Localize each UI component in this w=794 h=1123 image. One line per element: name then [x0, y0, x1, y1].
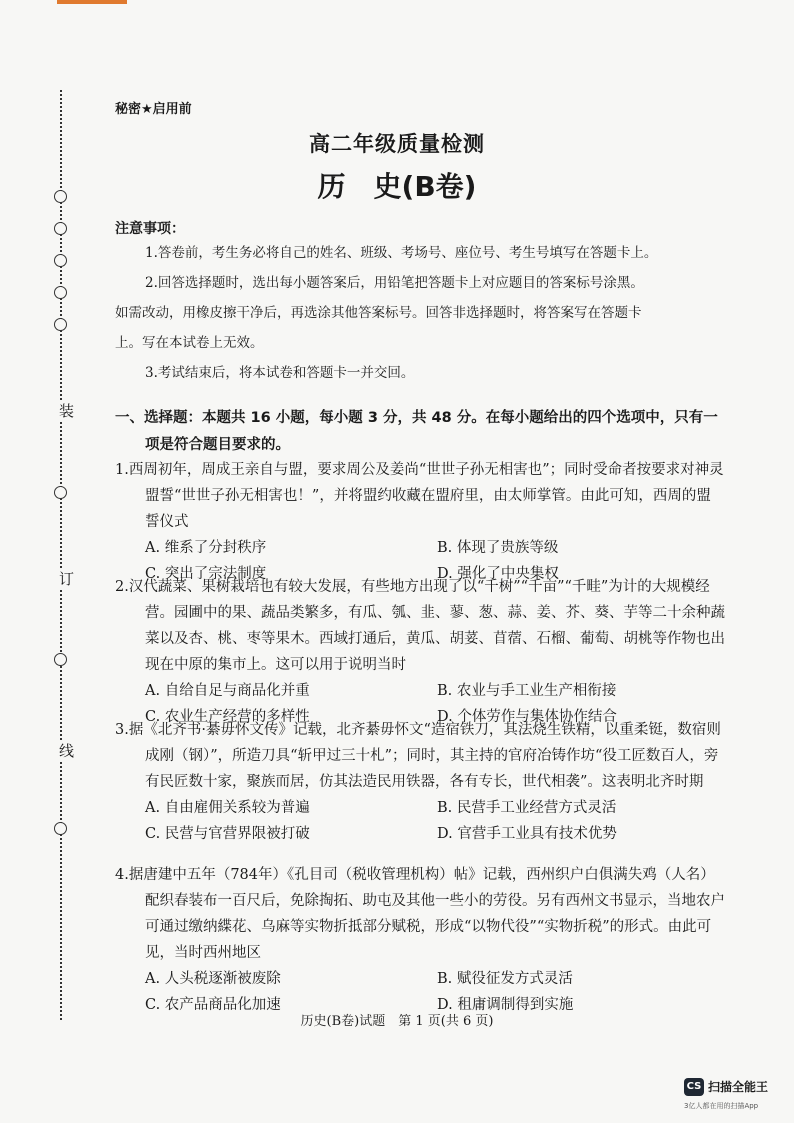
option-d: D. 租庸调制得到实施	[437, 997, 574, 1013]
section-heading: 一、选择题：本题共 16 小题，每小题 3 分，共 48 分。在每小题给出的四个选项中，只有一 项是符合题目要求的。	[115, 410, 718, 453]
binding-char-xian: 线	[59, 742, 75, 760]
subject-title: 历 史(B卷)	[317, 170, 477, 203]
question-2	[115, 574, 725, 730]
binding-hole	[54, 486, 67, 499]
option-b: B. 赋役征发方式灵活	[437, 971, 573, 987]
notice-item-2: 2.回答选择题时，选出每小题答案后，用铅笔把答题卡上对应题目的答案标号涂黑。	[145, 275, 644, 291]
option-d: D. 强化了中央集权	[437, 566, 559, 582]
question-stem: 3.据《北齐书·綦毋怀文传》记载，北齐綦毋怀文“造宿铁刀，其法烧生铁精，以重柔铤，数宿则成刚（钢）”，所造刀具“斩甲过三十札”；同时，其主持的官府冶铸作坊“役工匠数百人，旁有民匠数十家，聚族而居，仿其法造民用铁器，各有专长，世代相袭”。这表明北齐时期	[115, 722, 721, 790]
option-a: A. 自给自足与商品化并重	[145, 683, 310, 699]
camscanner-app-name: 扫描全能王	[708, 1080, 769, 1094]
option-a: A. 自由雇佣关系较为普遍	[145, 800, 310, 816]
notice-item-2-cont: 如需改动，用橡皮擦干净后，再选涂其他答案标号。回答非选择题时，将答案写在答题卡	[115, 305, 642, 321]
binding-hole	[54, 318, 67, 331]
option-a: A. 维系了分封秩序	[145, 540, 267, 556]
question-stem: 4.据唐建中五年（784年）《孔目司（税收管理机构）帖》记载，西州织户白俱满失鸡（人名）配织春装布一百尺后，免除掏拓、助屯及其他一些小的劳役。另有西州文书显示，当地农户可通过缴纳緤花、乌麻等实物折抵部分赋税，形成“以物代役”“实物折税”的形式。由此可见，当时西州地区	[115, 867, 725, 961]
option-b: B. 体现了贵族等级	[437, 540, 559, 556]
binding-hole	[54, 222, 67, 235]
notice-item-3: 3.考试结束后，将本试卷和答题卡一并交回。	[145, 365, 415, 381]
camscanner-logo-icon: CS	[684, 1078, 704, 1096]
option-c: C. 农业生产经营的多样性	[145, 709, 310, 725]
question-1	[115, 457, 725, 587]
option-d: D. 官营手工业具有技术优势	[437, 826, 617, 842]
option-b: B. 农业与手工业生产相衔接	[437, 683, 617, 699]
question-stem: 2.汉代蔬菜、果树栽培也有较大发展，有些地方出现了以“千树”“千亩”“千畦”为计的大规模经营。园圃中的果、蔬品类繁多，有瓜、瓠、韭、蓼、葱、蒜、姜、芥、葵、芋等二十余种蔬菜以及杏、桃、枣等果木。西域打通后，黄瓜、胡荽、苜蓿、石榴、葡萄、胡桃等作物也出现在中原的集市上。这可以用于说明当时	[115, 579, 725, 673]
binding-char-ding: 订	[59, 570, 75, 588]
exam-title: 高二年级质量检测	[309, 132, 485, 156]
option-d: D. 个体劳作与集体协作结合	[437, 709, 617, 725]
binding-hole	[54, 254, 67, 267]
notice-heading: 注意事项：	[115, 221, 185, 237]
question-3	[115, 717, 725, 847]
question-4	[115, 862, 725, 1018]
binding-hole	[54, 286, 67, 299]
option-c: C. 农产品商品化加速	[145, 997, 281, 1013]
page-footer: 历史(B卷)试题 第 1 页(共 6 页)	[300, 1014, 494, 1029]
option-c: C. 民营与官营界限被打破	[145, 826, 310, 842]
binding-char-zhuang: 装	[59, 402, 75, 420]
option-b: B. 民营手工业经营方式灵活	[437, 800, 617, 816]
secret-label: 秘密★启用前	[115, 102, 192, 117]
binding-hole	[54, 653, 67, 666]
orange-scan-strip	[57, 0, 127, 4]
notice-block	[115, 238, 715, 388]
camscanner-tagline: 3亿人都在用的扫描App	[684, 1102, 759, 1110]
question-stem: 1.西周初年，周成王亲自与盟，要求周公及姜尚“世世子孙无相害也”；同时受命者按要求对神灵盟誓“世世子孙无相害也！”，并将盟约收藏在盟府里，由太师掌管。由此可知，西周的盟誓仪式	[115, 462, 724, 530]
notice-item-1: 1.答卷前，考生务必将自己的姓名、班级、考场号、座位号、考生号填写在答题卡上。	[145, 245, 658, 261]
option-a: A. 人头税逐渐被废除	[145, 971, 281, 987]
binding-hole	[54, 822, 67, 835]
notice-item-2-end: 上。写在本试卷上无效。	[115, 335, 264, 351]
option-c: C. 突出了宗法制度	[145, 566, 267, 582]
